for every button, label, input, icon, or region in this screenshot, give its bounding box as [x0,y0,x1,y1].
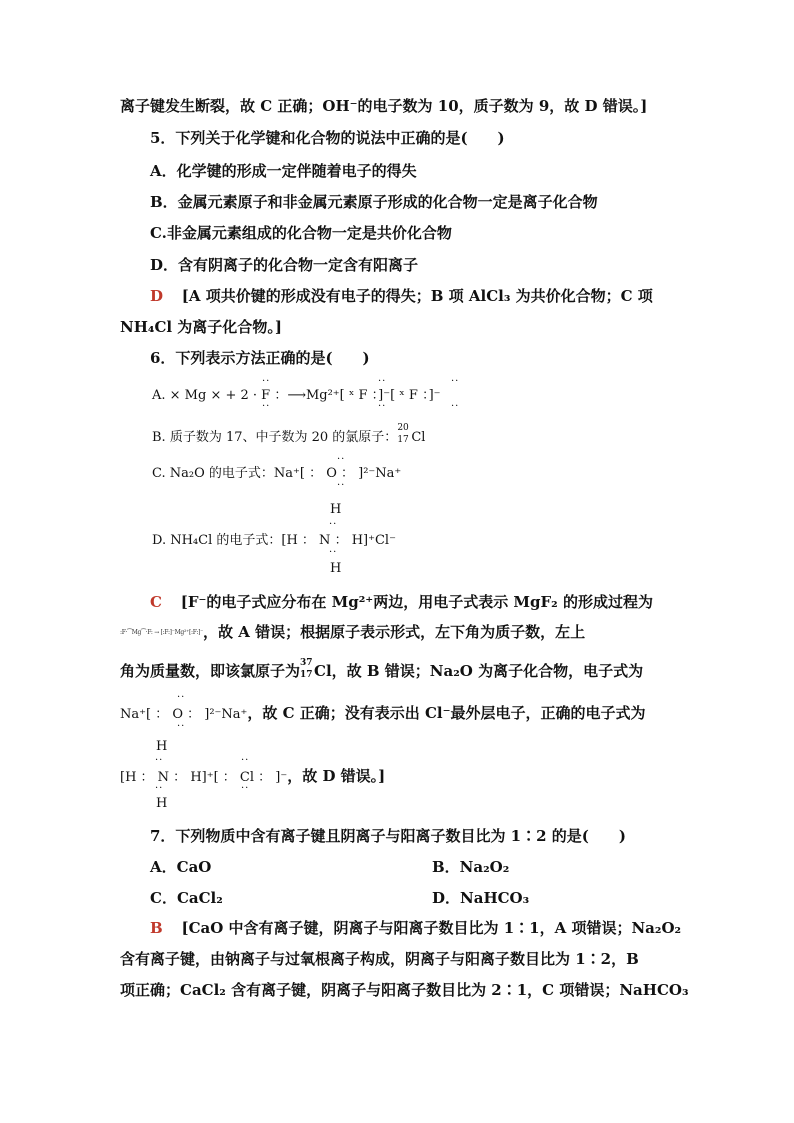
q6-explanation-text-1: [F⁻的电子式应分布在 Mg²⁺两边，用电子式表示 MgF₂ 的形成过程为 [180,593,653,611]
q6-exp-n-dots-bottom: ·· [155,783,164,794]
q6-d-dots-bottom: ·· [329,547,338,558]
q6-d-h-bottom: H [330,561,342,576]
q5-stem: 5．下列关于化学键和化合物的说法中正确的是( ) [150,129,505,147]
q6-d-h-top: H [330,502,342,517]
q7-stem: 7．下列物质中含有离子键且阴离子与阳离子数目比为 1∶2 的是( ) [150,827,626,845]
intro-line: 离子键发生断裂，故 C 正确；OH⁻的电子数为 10，质子数为 9，故 D 错误。] [120,97,648,115]
q7-option-c: C．CaCl₂ [150,889,223,907]
q7-explanation-text-1: [CaO 中含有离子键，阴离子与阳离子数目比为 1∶1，A 项错误；Na₂O₂ [181,919,682,937]
q6-exp-cl-dots-top: ·· [241,755,250,766]
q6-explanation-mass-number: 37 [300,658,313,668]
q6-na2o-formula: Na⁺[ ： O ： ]²⁻Na⁺ [120,707,248,722]
q6-exp-o-dots-top: ·· [177,692,186,703]
q6-explanation-symbol: Cl [314,662,332,680]
q7-option-d: D．NaHCO₃ [432,889,530,907]
q6-exp-n-dots-top: ·· [155,755,164,766]
q6-c-dots-bottom: ·· [337,480,346,491]
q6-option-c: C. Na₂O 的电子式：Na⁺[ ： O ： ]²⁻Na⁺ [152,466,402,481]
q6-exp-h-bottom: H [156,796,168,811]
q7-explanation-line-3: 项正确；CaCl₂ 含有离子键，阴离子与阳离子数目比为 2∶1，C 项错误；NaHCO₃ [120,981,689,999]
q6-explanation-line-1 [150,592,653,612]
q7-answer: B [150,919,163,937]
q6-exp-cl-dots-bottom: ·· [241,783,250,794]
q6-mgf2-formation-formula: :F·⁀Mg⁀·F: → [:F:]⁻Mg²⁺[:F:]⁻ [120,629,203,636]
q6-option-a: A. × Mg × + 2 · F ：⟶Mg²⁺[ ˣ F ：]⁻[ ˣ F ：]⁻ [152,388,441,403]
q6-b-atomic-number: 17 [397,435,409,445]
q6-explanation-line-2 [120,622,585,642]
q6-explanation-text-2: ，故 A 错误；根据原子表示形式，左下角为质子数，左上 [202,623,586,641]
q6-c-dots-top: ·· [337,454,346,465]
q6-option-b [152,425,425,448]
q6-nh4cl-formula: [H ： N ： H]⁺[ ： Cl ： ]⁻ [120,770,288,785]
q6-explanation-text-5: ，故 D 错误。] [287,767,386,785]
q6-explanation-text-4: ，故 C 正确；没有表示出 Cl⁻最外层电子，正确的电子式为 [247,704,646,722]
q6-exp-o-dots-bottom: ·· [177,721,186,732]
q6-a-dots-bottom-2: ·· [378,401,387,412]
q6-explanation-isotope [300,660,314,680]
q7-explanation-line-2: 含有离子键，由钠离子与过氧根离子构成，阴离子与阳离子数目比为 1∶2，B [120,950,639,968]
q6-d-dots-top: ·· [329,519,338,530]
q6-explanation-line-4 [120,703,646,725]
q7-option-b: B．Na₂O₂ [432,858,510,876]
q6-exp-h-top: H [156,739,168,754]
q6-stem: 6．下列表示方法正确的是( ) [150,349,370,367]
q7-explanation-line-1 [150,918,681,938]
q5-answer: D [150,287,164,305]
q6-a-dots-bottom-1: ·· [262,401,271,412]
q6-option-b-text: B. 质子数为 17、中子数为 20 的氯原子： [152,430,398,445]
q5-option-b: B．金属元素原子和非金属元素原子形成的化合物一定是离子化合物 [150,193,598,211]
q6-option-d: D. NH₄Cl 的电子式：[H ： N ： H]⁺Cl⁻ [152,533,396,548]
q6-explanation-text-3a: 角为质量数，即该氯原子为 [120,662,301,680]
q6-a-dots-bottom-3: ·· [451,401,460,412]
q6-explanation-text-3b: ，故 B 错误；Na₂O 为离子化合物，电子式为 [331,662,644,680]
q6-explanation-line-3 [120,660,643,681]
q6-a-dots-top-3: ·· [451,376,460,387]
q6-b-mass-number: 20 [397,423,409,433]
q7-option-a: A．CaO [150,858,212,876]
q5-explanation-line-2: NH₄Cl 为离子化合物。] [120,318,282,336]
q6-b-symbol: Cl [411,430,426,445]
q5-explanation-text-1: [A 项共价键的形成没有电子的得失；B 项 AlCl₃ 为共价化合物；C 项 [181,287,653,305]
q6-answer: C [150,593,162,611]
q5-explanation-line-1 [150,286,653,306]
q6-explanation-atomic-number: 17 [300,670,313,680]
q5-option-a: A．化学键的形成一定伴随着电子的得失 [150,162,417,180]
q5-option-d: D．含有阴离子的化合物一定含有阳离子 [150,256,419,274]
q5-option-c: C.非金属元素组成的化合物一定是共价化合物 [150,224,452,242]
q6-a-dots-top-2: ·· [378,376,387,387]
q6-b-isotope [397,425,411,445]
q6-a-dots-top-1: ·· [262,376,271,387]
